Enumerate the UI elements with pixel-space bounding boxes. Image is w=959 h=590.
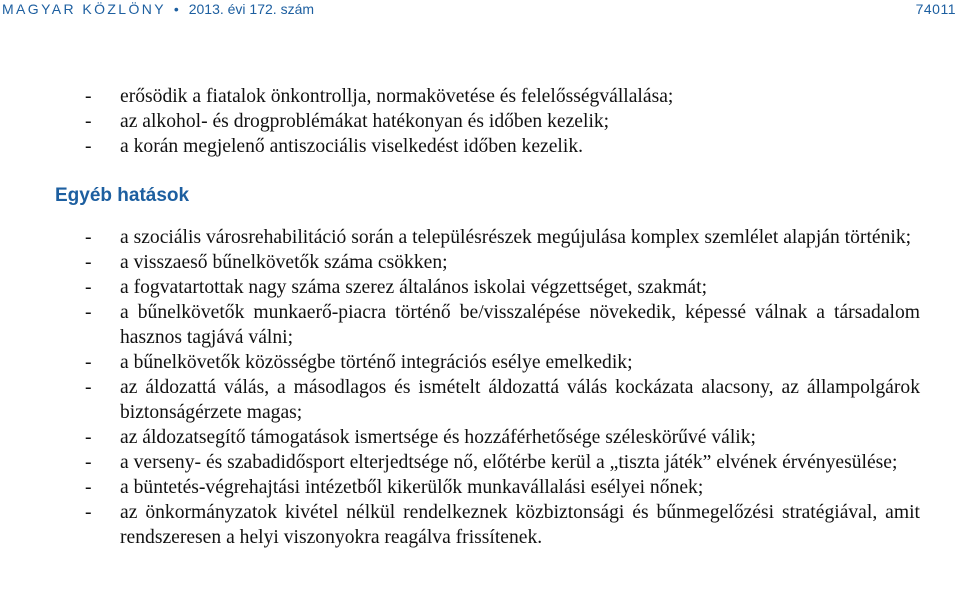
- page-number: 74011: [915, 1, 956, 17]
- list-dash: -: [85, 377, 92, 398]
- list-item: - a visszaeső bűnelkövetők száma csökken;: [85, 252, 448, 273]
- list-dash: -: [85, 227, 92, 248]
- list-dash: -: [85, 252, 92, 273]
- list-item: - az alkohol- és drogproblémákat hatékonyan és időben kezelik;: [85, 111, 610, 132]
- list-dash: -: [85, 86, 92, 107]
- list-item: - az áldozatsegítő támogatások ismertsége és hozzáférhetősége széleskörűvé válik;: [85, 427, 756, 448]
- list-item: - a korán megjelenő antiszociális viselkedést időben kezelik.: [85, 136, 584, 157]
- list-dash: -: [85, 502, 92, 523]
- list-item: - az önkormányzatok kivétel nélkül rendelkeznek közbiztonsági és bűnmegelőzési stratégiával, amit rendszeresen a helyi viszonyokra reagálva frissítenek.: [85, 502, 920, 548]
- list-item: - a büntetés-végrehajtási intézetből kikerülők munkavállalási esélyei nőnek;: [85, 477, 704, 498]
- list-dash: -: [85, 302, 92, 323]
- list-dash: -: [85, 136, 92, 157]
- list-item: - a szociális városrehabilitáció során a településrészek megújulása komplex szemlélet alapján történik;: [85, 227, 912, 248]
- page-header: [0, 0, 959, 24]
- list-dash: -: [85, 111, 92, 132]
- outcome-list-top: [85, 84, 920, 159]
- list-item: - a verseny- és szabadidősport elterjedtsége nő, előtérbe kerül a „tiszta játék” elvének érvényesülése;: [85, 452, 898, 473]
- header-left: [2, 1, 314, 17]
- section-heading: Egyéb hatások: [55, 185, 190, 206]
- list-item: - erősödik a fiatalok önkontrollja, normakövetése és felelősségvállalása;: [85, 86, 674, 107]
- list-item: - a bűnelkövetők munkaerő-piacra történő be/visszalépése növekedik, képessé válnak a társadalom hasznos tagjává válni;: [85, 302, 920, 348]
- list-item: - a bűnelkövetők közösségbe történő integrációs esélye emelkedik;: [85, 352, 633, 373]
- list-dash: -: [85, 477, 92, 498]
- list-item: - az áldozattá válás, a másodlagos és ismételt áldozattá válás kockázata alacsony, az állampolgárok biztonságérzete magas;: [85, 377, 920, 423]
- other-effects-list: [85, 225, 920, 550]
- list-dash: -: [85, 277, 92, 298]
- list-item: - a fogvatartottak nagy száma szerez általános iskolai végzettséget, szakmát;: [85, 277, 708, 298]
- list-dash: -: [85, 352, 92, 373]
- list-dash: -: [85, 452, 92, 473]
- list-dash: -: [85, 427, 92, 448]
- journal-title: MAGYAR KÖZLÖNY: [2, 1, 167, 17]
- issue-label: 2013. évi 172. szám: [188, 1, 315, 17]
- document-body: [55, 84, 920, 550]
- header-bullet: •: [173, 1, 179, 17]
